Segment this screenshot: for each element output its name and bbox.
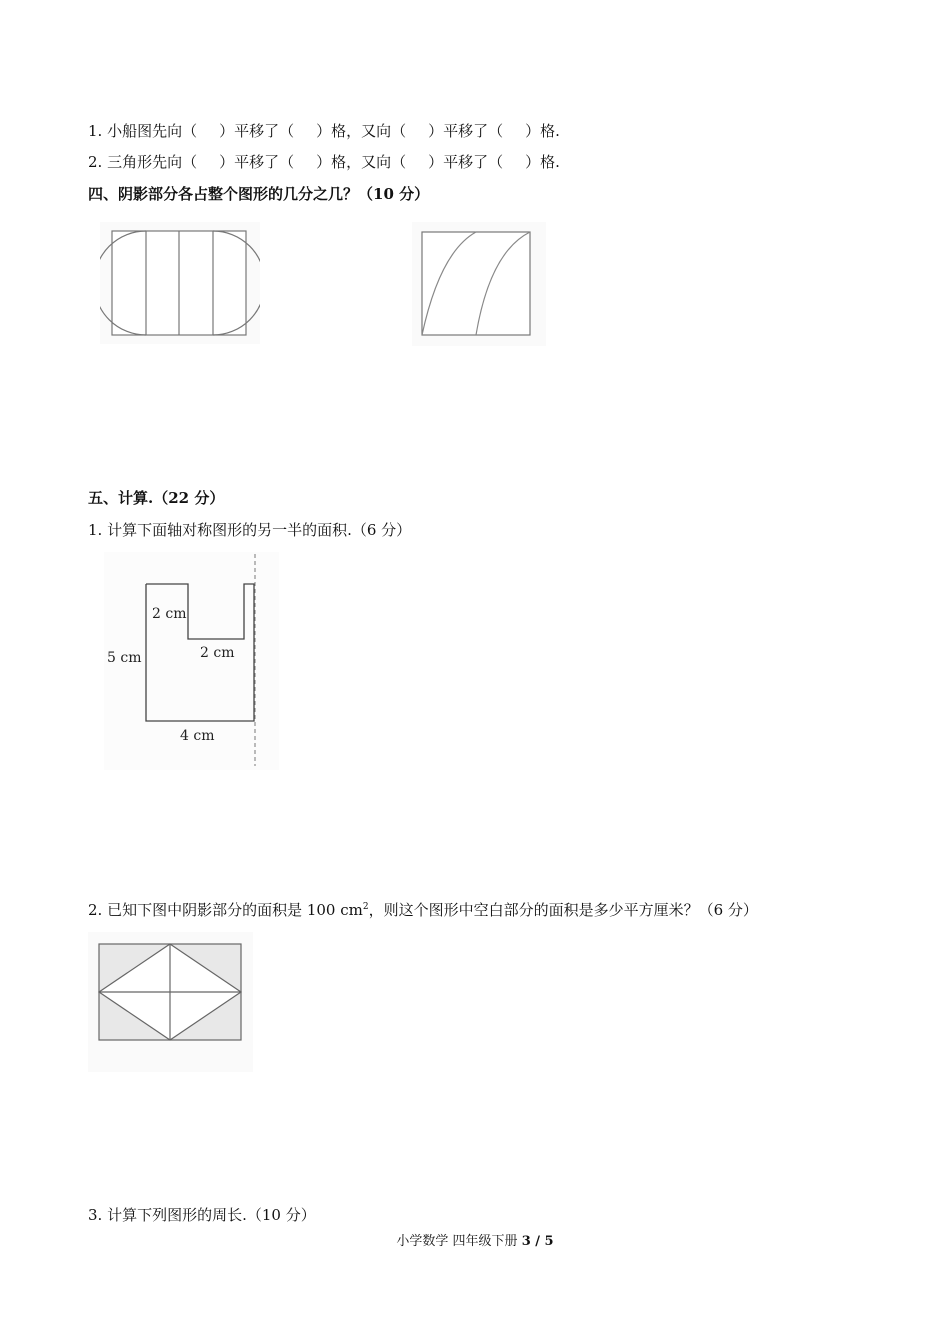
q3-item-2 bbox=[88, 152, 560, 172]
q3-item-2-c: ）平移了（ bbox=[428, 153, 504, 171]
shaded-diamond-figure bbox=[88, 932, 253, 1072]
q3-item-2-d: ）格. bbox=[525, 153, 560, 171]
q3-item-2-prefix: 2. 三角形先向（ bbox=[88, 153, 198, 171]
s5-q3-text: 3. 计算下列图形的周长.（10 分） bbox=[88, 1206, 316, 1224]
s5-q2-text-after: ，则这个图形中空白部分的面积是多少平方厘米？（6 分） bbox=[368, 901, 758, 919]
s5-q2-text bbox=[88, 900, 758, 920]
fraction-figure-1 bbox=[100, 222, 260, 344]
footer-subject: 小学数学 四年级下册 bbox=[396, 1234, 522, 1249]
s5-q2-sup: 2 bbox=[362, 902, 369, 912]
q3-item-1-d: ）格. bbox=[525, 122, 560, 140]
label-bottom: 4 cm bbox=[180, 728, 215, 744]
label-top-width: 2 cm bbox=[152, 606, 187, 622]
q3-item-1-a: ）平移了（ bbox=[219, 122, 295, 140]
q3-item-2-b: ）格，又向（ bbox=[316, 153, 407, 171]
q3-item-2-a: ）平移了（ bbox=[219, 153, 295, 171]
page-footer bbox=[0, 1230, 950, 1249]
q3-item-1-prefix: 1. 小船图先向（ bbox=[88, 122, 198, 140]
q3-item-1 bbox=[88, 121, 560, 141]
s5-q1-text: 1. 计算下面轴对称图形的另一半的面积.（6 分） bbox=[88, 521, 412, 539]
footer-page-number: 3 / 5 bbox=[521, 1234, 554, 1249]
section-4-heading: 四、阴影部分各占整个图形的几分之几？（10 分） bbox=[88, 185, 430, 203]
label-notch: 2 cm bbox=[200, 645, 235, 661]
s5-q2-text-before: 2. 已知下图中阴影部分的面积是 100 cm bbox=[88, 901, 363, 919]
section-5-heading: 五、计算.（22 分） bbox=[88, 489, 225, 507]
label-height: 5 cm bbox=[107, 650, 142, 666]
q3-item-1-c: ）平移了（ bbox=[428, 122, 504, 140]
symmetric-half-figure bbox=[104, 552, 279, 770]
fraction-figure-2 bbox=[412, 222, 546, 346]
q3-item-1-b: ）格，又向（ bbox=[316, 122, 407, 140]
